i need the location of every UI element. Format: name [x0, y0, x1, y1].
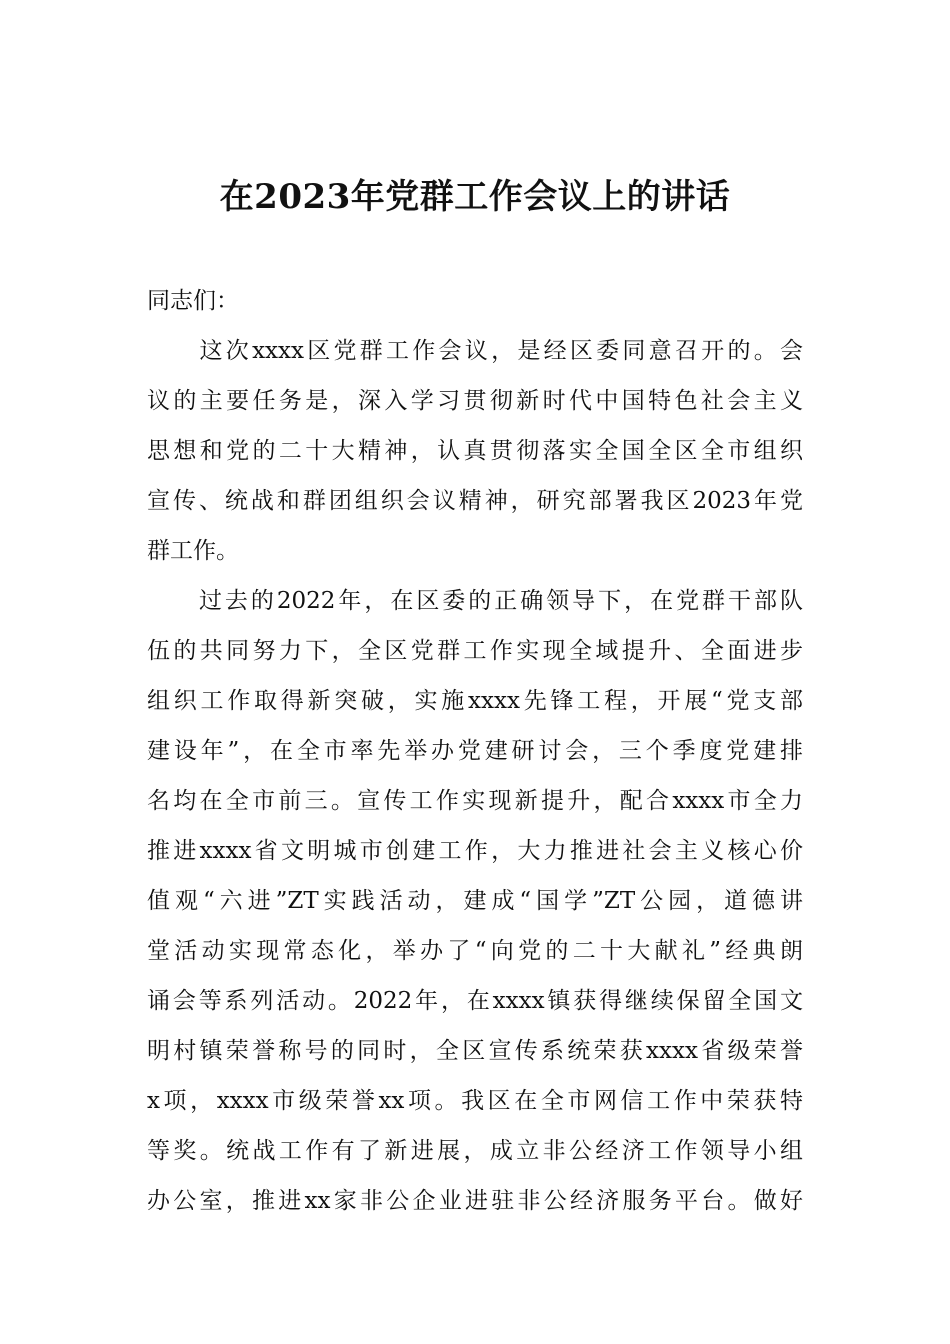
body-line: 群工作。: [147, 538, 239, 564]
body-line: 过去的2022年，在区委的正确领导下，在党群干部队: [147, 588, 803, 614]
body-line: 推进xxxx省文明城市创建工作，大力推进社会主义核心价: [147, 838, 803, 864]
body-line: 议的主要任务是，深入学习贯彻新时代中国特色社会主义: [147, 388, 803, 414]
body-line: 明村镇荣誉称号的同时，全区宣传系统荣获xxxx省级荣誉: [147, 1038, 803, 1064]
body-line: 诵会等系列活动。2022年，在xxxx镇获得继续保留全国文: [147, 988, 803, 1014]
body-line: 宣传、统战和群团组织会议精神，研究部署我区2023年党: [147, 488, 803, 514]
body-line: 名均在全市前三。宣传工作实现新提升，配合xxxx市全力: [147, 788, 803, 814]
body-line: 这次xxxx区党群工作会议，是经区委同意召开的。会: [147, 338, 803, 364]
salutation: 同志们：: [147, 288, 239, 314]
body-line: 思想和党的二十大精神，认真贯彻落实全国全区全市组织: [147, 438, 803, 464]
body-line: 伍的共同努力下，全区党群工作实现全域提升、全面进步: [147, 638, 803, 664]
body-line: 组织工作取得新突破，实施xxxx先锋工程，开展“党支部: [147, 688, 803, 714]
body-line: 堂活动实现常态化，举办了“向党的二十大献礼”经典朗: [147, 938, 803, 964]
body-line: 等奖。统战工作有了新进展，成立非公经济工作领导小组: [147, 1138, 803, 1164]
body-line: 建设年”，在全市率先举办党建研讨会，三个季度党建排: [147, 738, 803, 764]
body-line: 办公室，推进xx家非公企业进驻非公经济服务平台。做好: [147, 1188, 803, 1214]
document-title: 在2023年党群工作会议上的讲话: [219, 177, 731, 217]
body-line: x项，xxxx市级荣誉xx项。我区在全市网信工作中荣获特: [147, 1088, 803, 1114]
body-line: 值观“六进”ZT实践活动，建成“国学”ZT公园，道德讲: [147, 888, 803, 914]
